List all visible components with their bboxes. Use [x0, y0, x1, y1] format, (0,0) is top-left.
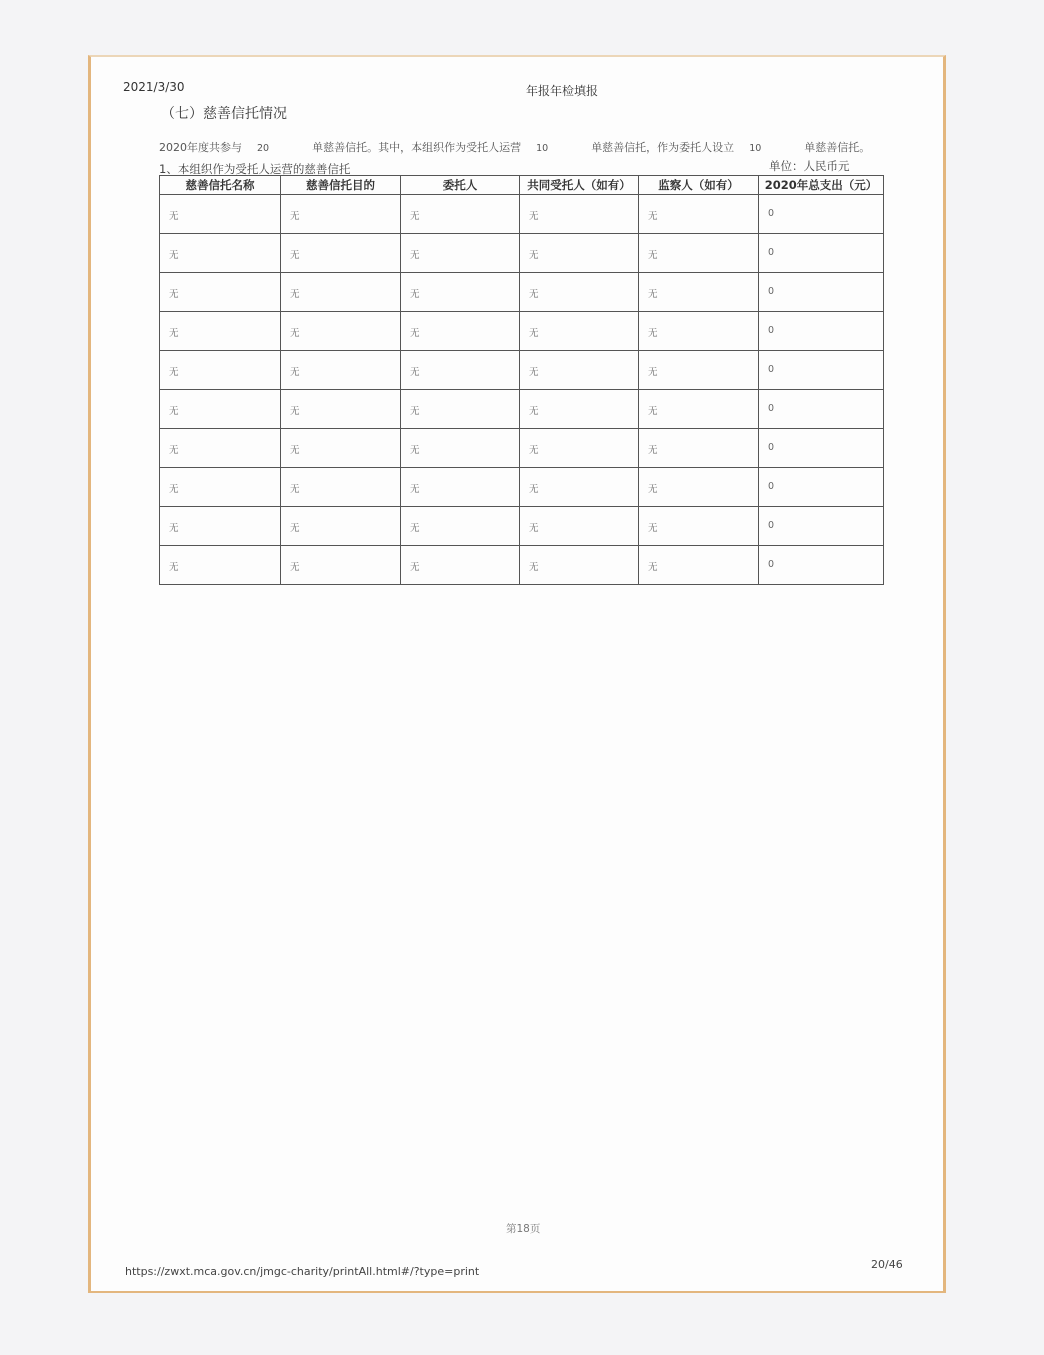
- page-count: 20/46: [871, 1258, 903, 1271]
- header-trust-name: 慈善信托名称: [160, 176, 281, 195]
- cell-settlor: 无: [401, 312, 520, 351]
- cell-total-expense: 0: [759, 195, 884, 234]
- summary-line: [159, 139, 870, 155]
- cell-supervisor: 无: [639, 546, 759, 585]
- cell-settlor: 无: [401, 429, 520, 468]
- cell-trust-name: 无: [160, 234, 281, 273]
- cell-supervisor: 无: [639, 195, 759, 234]
- table-row: [160, 273, 884, 312]
- cell-total-expense: 0: [759, 273, 884, 312]
- cell-total-expense: 0: [759, 351, 884, 390]
- summary-text-2: 单慈善信托。其中，本组织作为受托人运营: [312, 141, 522, 154]
- cell-supervisor: 无: [639, 312, 759, 351]
- cell-trust-purpose: 无: [281, 429, 401, 468]
- table-body: [160, 195, 884, 585]
- cell-trust-name: 无: [160, 273, 281, 312]
- cell-supervisor: 无: [639, 390, 759, 429]
- cell-co-trustee: 无: [520, 234, 639, 273]
- page-number: 第18页: [506, 1223, 541, 1235]
- cell-trust-purpose: 无: [281, 507, 401, 546]
- header-trust-purpose: 慈善信托目的: [281, 176, 401, 195]
- cell-total-expense: 0: [759, 468, 884, 507]
- footer-url: https://zwxt.mca.gov.cn/jmgc-charity/printAll.html#/?type=print: [125, 1265, 480, 1278]
- cell-settlor: 无: [401, 507, 520, 546]
- cell-settlor: 无: [401, 390, 520, 429]
- header-supervisor: 监察人（如有）: [639, 176, 759, 195]
- cell-trust-purpose: 无: [281, 234, 401, 273]
- table-subtitle: 1、本组织作为受托人运营的慈善信托: [159, 162, 351, 176]
- unit-label: 单位：人民币元: [769, 159, 850, 173]
- summary-settlor-count: 10: [749, 143, 762, 154]
- cell-trust-name: 无: [160, 312, 281, 351]
- cell-trust-name: 无: [160, 195, 281, 234]
- cell-total-expense: 0: [759, 507, 884, 546]
- cell-trust-purpose: 无: [281, 390, 401, 429]
- table-row: [160, 351, 884, 390]
- cell-co-trustee: 无: [520, 195, 639, 234]
- table-row: [160, 312, 884, 351]
- cell-trust-purpose: 无: [281, 195, 401, 234]
- cell-settlor: 无: [401, 234, 520, 273]
- cell-co-trustee: 无: [520, 273, 639, 312]
- cell-co-trustee: 无: [520, 351, 639, 390]
- table-row: [160, 507, 884, 546]
- section-title: （七）慈善信托情况: [161, 106, 287, 122]
- header-co-trustee: 共同受托人（如有）: [520, 176, 639, 195]
- table-row: [160, 234, 884, 273]
- cell-co-trustee: 无: [520, 546, 639, 585]
- summary-trustee-count: 10: [536, 143, 549, 154]
- table-row: [160, 429, 884, 468]
- cell-supervisor: 无: [639, 273, 759, 312]
- cell-trust-name: 无: [160, 546, 281, 585]
- cell-settlor: 无: [401, 351, 520, 390]
- cell-co-trustee: 无: [520, 468, 639, 507]
- header-settlor: 委托人: [401, 176, 520, 195]
- cell-trust-name: 无: [160, 390, 281, 429]
- cell-trust-purpose: 无: [281, 351, 401, 390]
- cell-co-trustee: 无: [520, 429, 639, 468]
- summary-text-3: 单慈善信托，作为委托人设立: [591, 141, 735, 154]
- cell-trust-purpose: 无: [281, 273, 401, 312]
- table-row: [160, 195, 884, 234]
- table-row: [160, 546, 884, 585]
- cell-settlor: 无: [401, 195, 520, 234]
- charity-trust-table: [159, 175, 884, 585]
- cell-total-expense: 0: [759, 312, 884, 351]
- cell-trust-purpose: 无: [281, 312, 401, 351]
- cell-total-expense: 0: [759, 546, 884, 585]
- cell-total-expense: 0: [759, 390, 884, 429]
- table-header-row: [160, 176, 884, 195]
- summary-text-1: 2020年度共参与: [159, 141, 242, 154]
- cell-supervisor: 无: [639, 468, 759, 507]
- cell-trust-name: 无: [160, 429, 281, 468]
- cell-supervisor: 无: [639, 429, 759, 468]
- cell-supervisor: 无: [639, 234, 759, 273]
- cell-trust-purpose: 无: [281, 468, 401, 507]
- cell-settlor: 无: [401, 546, 520, 585]
- cell-settlor: 无: [401, 273, 520, 312]
- cell-supervisor: 无: [639, 351, 759, 390]
- cell-trust-name: 无: [160, 468, 281, 507]
- document-page: [88, 55, 946, 1293]
- cell-co-trustee: 无: [520, 312, 639, 351]
- header-title: 年报年检填报: [526, 84, 599, 98]
- cell-total-expense: 0: [759, 429, 884, 468]
- cell-trust-purpose: 无: [281, 546, 401, 585]
- cell-co-trustee: 无: [520, 507, 639, 546]
- header-total-expense: 2020年总支出（元）: [759, 176, 884, 195]
- summary-text-4: 单慈善信托。: [804, 141, 871, 154]
- cell-supervisor: 无: [639, 507, 759, 546]
- cell-trust-name: 无: [160, 351, 281, 390]
- cell-co-trustee: 无: [520, 390, 639, 429]
- print-date: 2021/3/30: [123, 80, 185, 94]
- table-row: [160, 390, 884, 429]
- cell-total-expense: 0: [759, 234, 884, 273]
- cell-trust-name: 无: [160, 507, 281, 546]
- table-row: [160, 468, 884, 507]
- cell-settlor: 无: [401, 468, 520, 507]
- summary-total: 20: [257, 143, 270, 154]
